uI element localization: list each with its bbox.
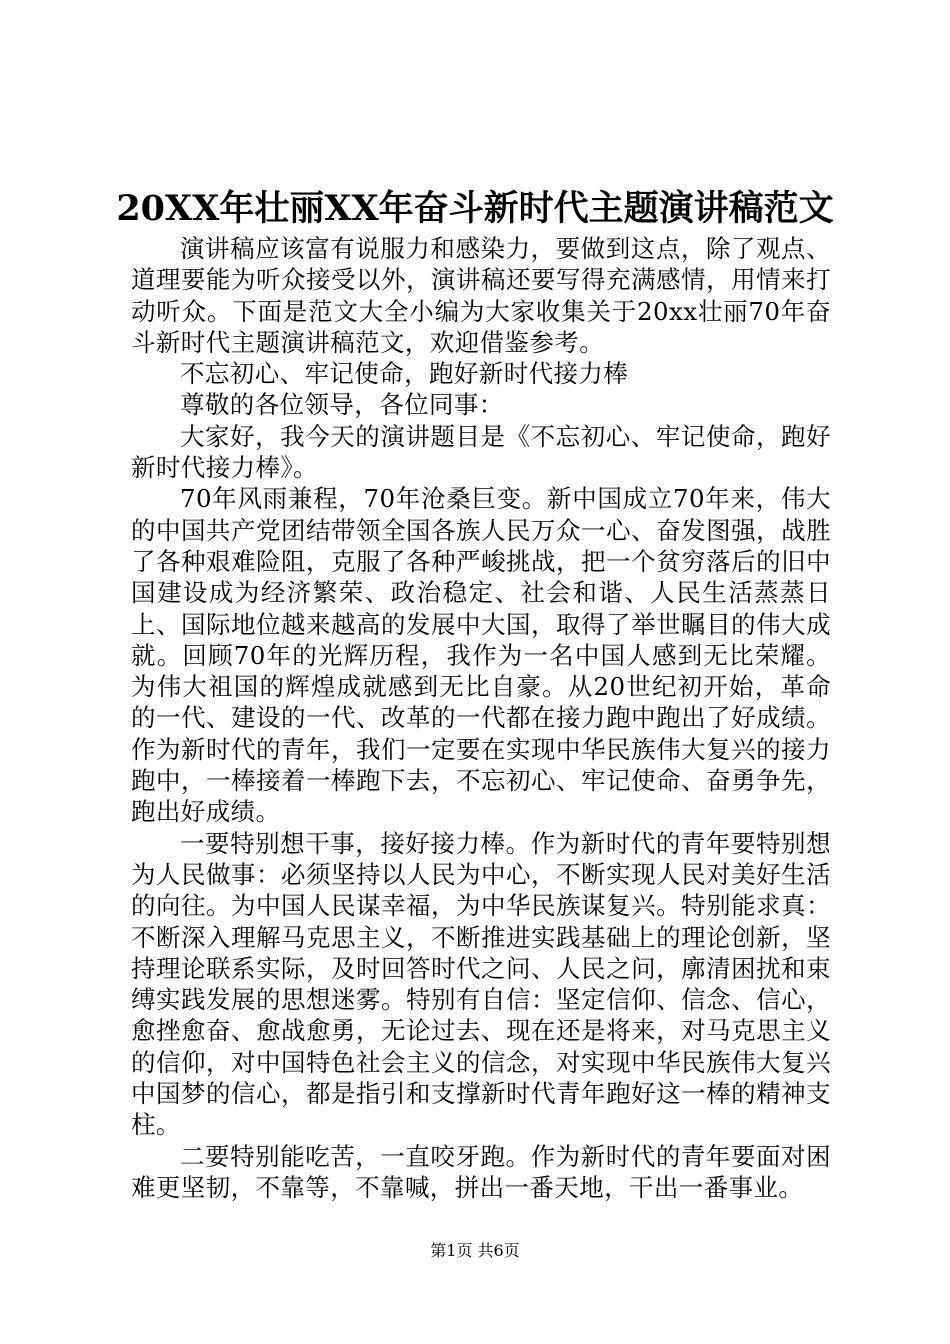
intro-paragraph: 演讲稿应该富有说服力和感染力，要做到这点，除了观点、道理要能为听众接受以外，演讲稿还要写得充满感情，用情来打动听众。下面是范文大全小编为大家收集关于20xx壮丽70年奋斗新时代主题演讲稿范文，欢迎借鉴参考。 xyxy=(131,234,831,357)
document-title: 20XX年壮丽XX年奋斗新时代主题演讲稿范文 xyxy=(116,188,834,229)
point-two-paragraph: 二要特别能吃苦，一直咬牙跑。作为新时代的青年要面对困难更坚韧，不靠等，不靠喊，拼出一番天地，干出一番事业。 xyxy=(131,1141,831,1202)
salutation: 尊敬的各位领导，各位同事： xyxy=(180,390,504,420)
speech-heading: 不忘初心、牢记使命，跑好新时代接力棒 xyxy=(180,359,629,389)
history-paragraph: 70年风雨兼程，70年沧桑巨变。新中国成立70年来，伟大的中国共产党团结带领全国各族人民万众一心、奋发图强，战胜了各种艰难险阻，克服了各种严峻挑战，把一个贫穷落后的旧中国建设成为经济繁荣、政治稳定、社会和谐、人民生活蒸蒸日上、国际地位越来越高的发展中大国，取得了举世瞩目的伟大成就。回顾70年的光辉历程，我作为一名中国人感到无比荣耀。为伟大祖国的辉煌成就感到无比自豪。从20世纪初开始，革命的一代、建设的一代、改革的一代都在接力跑中跑出了好成绩。作为新时代的青年，我们一定要在实现中华民族伟大复兴的接力跑中，一棒接着一棒跑下去，不忘初心、牢记使命、奋勇争先，跑出好成绩。 xyxy=(131,484,831,827)
point-one-paragraph: 一要特别想干事，接好接力棒。作为新时代的青年要特别想为人民做事：必须坚持以人民为中心，不断实现人民对美好生活的向往。为中国人民谋幸福，为中华民族谋复兴。特别能求真：不断深入理解马克思主义，不断推进实践基础上的理论创新，坚持理论联系实际，及时回答时代之问、人民之问，廓清困扰和束缚实践发展的思想迷雾。特别有自信：坚定信仰、信念、信心，愈挫愈奋、愈战愈勇，无论过去、现在还是将来，对马克思主义的信仰，对中国特色社会主义的信念，对实现中华民族伟大复兴中国梦的信心，都是指引和支撑新时代青年跑好这一棒的精神支柱。 xyxy=(131,828,831,1140)
document-body xyxy=(131,233,831,1203)
page-footer: 第1页 共6页 xyxy=(430,1241,520,1260)
greeting-paragraph: 大家好，我今天的演讲题目是《不忘初心、牢记使命，跑好新时代接力棒》。 xyxy=(131,421,831,483)
